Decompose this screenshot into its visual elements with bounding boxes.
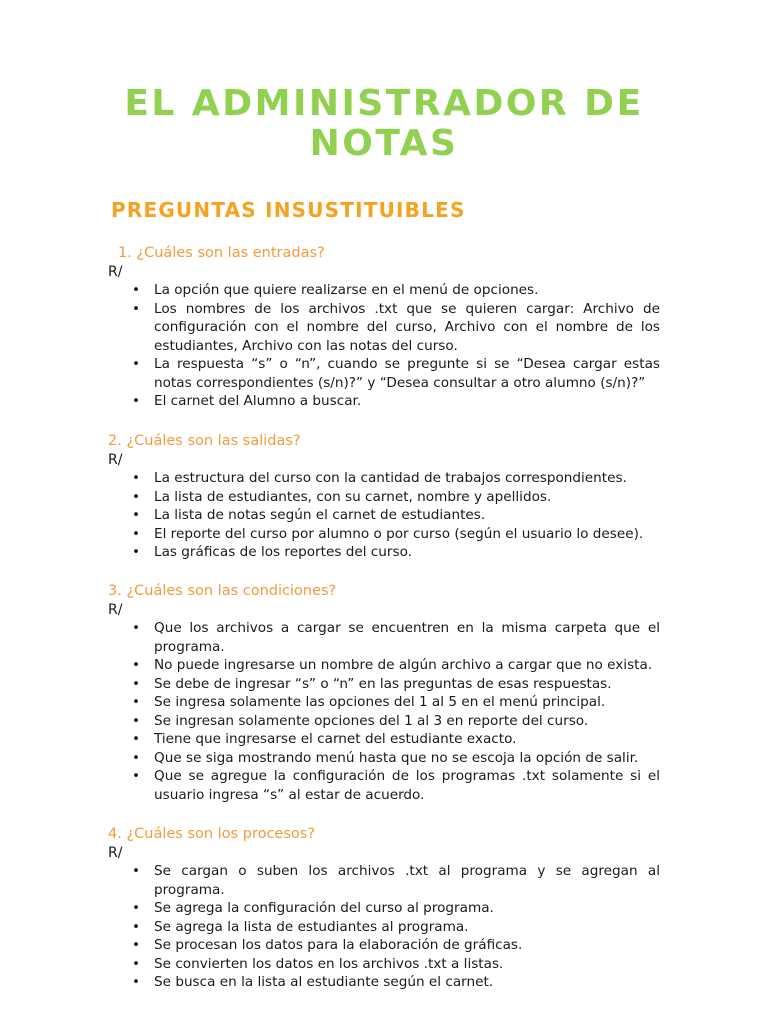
question-2 xyxy=(108,432,660,562)
list-item-text: El carnet del Alumno a buscar. xyxy=(154,393,362,409)
list-item xyxy=(108,730,660,749)
list-item xyxy=(108,525,660,544)
bullet-icon: • xyxy=(131,507,141,523)
list-item xyxy=(108,712,660,731)
list-item xyxy=(108,749,660,768)
bullet-icon: • xyxy=(131,657,141,673)
list-item-text: La opción que quiere realizarse en el menú de opciones. xyxy=(154,282,539,298)
list-item-text: No puede ingresarse un nombre de algún archivo a cargar que no exista. xyxy=(154,657,653,673)
answer-label: R/ xyxy=(108,264,123,280)
list-item xyxy=(108,506,660,525)
bullet-icon: • xyxy=(131,675,141,692)
question-4 xyxy=(108,825,660,992)
question-4-title: 4. ¿Cuáles son los procesos? xyxy=(108,826,316,842)
bullet-icon: • xyxy=(131,768,141,784)
list-item xyxy=(108,355,660,392)
bullet-icon: • xyxy=(131,749,141,766)
bullet-icon: • xyxy=(131,955,141,972)
bullet-icon: • xyxy=(131,525,141,542)
bullet-icon: • xyxy=(131,731,141,747)
list-item xyxy=(108,973,660,992)
list-item xyxy=(108,392,660,411)
list-item-text: Se convierten los datos en los archivos .txt a listas. xyxy=(154,955,504,972)
list-item xyxy=(108,656,660,675)
bullet-icon: • xyxy=(131,488,141,505)
list-item-text: Se busca en la lista al estudiante según el carnet. xyxy=(154,974,494,990)
list-item-text: Las gráficas de los reportes del curso. xyxy=(154,544,412,560)
bullet-icon: • xyxy=(131,918,141,935)
list-item xyxy=(108,862,660,899)
list-item-text: Se agrega la lista de estudiantes al programa. xyxy=(154,918,469,935)
list-item xyxy=(108,543,660,562)
bullet-icon: • xyxy=(131,974,141,990)
question-2-title: 2. ¿Cuáles son las salidas? xyxy=(108,433,301,449)
list-item-text: Se procesan los datos para la elaboración de gráficas. xyxy=(154,937,523,953)
document-title xyxy=(110,84,658,164)
question-2-list xyxy=(108,469,660,562)
question-1 xyxy=(108,244,660,411)
bullet-icon: • xyxy=(131,393,141,409)
bullet-icon: • xyxy=(131,620,141,636)
section-heading: PREGUNTAS INSUSTITUIBLES xyxy=(111,198,466,222)
list-item xyxy=(108,281,660,300)
list-item xyxy=(108,767,660,804)
list-item-text: Que se agregue la configuración de los programas .txt solamente si el usuario ingresa “s” al estar de acuerdo. xyxy=(154,768,660,803)
list-item xyxy=(108,300,660,356)
list-item-text: La lista de notas según el carnet de estudiantes. xyxy=(154,507,486,523)
question-4-list xyxy=(108,862,660,992)
list-item-text: Se cargan o suben los archivos .txt al programa y se agregan al programa. xyxy=(154,863,660,898)
list-item-text: Los nombres de los archivos .txt que se quieren cargar: Archivo de configuración con el nombre del curso, Archivo con el nombre de los estudiantes, Archivo con las notas del curso. xyxy=(154,300,660,354)
bullet-icon: • xyxy=(131,712,141,729)
question-1-title: 1. ¿Cuáles son las entradas? xyxy=(118,245,325,261)
bullet-icon: • xyxy=(131,863,141,879)
list-item xyxy=(108,675,660,694)
bullet-icon: • xyxy=(131,900,141,916)
list-item xyxy=(108,693,660,712)
list-item-text: Se agrega la configuración del curso al programa. xyxy=(154,900,494,916)
list-item-text: La respuesta “s” o “n”, cuando se pregunte si se “Desea cargar estas notas correspondientes (s/n)?” y “Desea consultar a otro alumno (s/n)?” xyxy=(154,356,660,391)
list-item-text: Tiene que ingresarse el carnet del estudiante exacto. xyxy=(154,731,517,747)
list-item-text: Se ingresan solamente opciones del 1 al 3 en reporte del curso. xyxy=(154,712,589,729)
question-3 xyxy=(108,582,660,804)
bullet-icon: • xyxy=(131,694,141,710)
answer-label: R/ xyxy=(108,845,123,861)
document-title-line-1: EL ADMINISTRADOR DE xyxy=(124,83,644,124)
answer-label: R/ xyxy=(108,602,123,618)
list-item xyxy=(108,936,660,955)
list-item xyxy=(108,469,660,488)
bullet-icon: • xyxy=(131,937,141,953)
list-item xyxy=(108,619,660,656)
list-item-text: Que se siga mostrando menú hasta que no se escoja la opción de salir. xyxy=(154,749,639,766)
list-item-text: La estructura del curso con la cantidad de trabajos correspondientes. xyxy=(154,470,627,486)
document-title-line-2: NOTAS xyxy=(309,123,459,164)
list-item-text: Se debe de ingresar “s” o “n” en las preguntas de esas respuestas. xyxy=(154,675,612,692)
question-3-list xyxy=(108,619,660,804)
answer-label: R/ xyxy=(108,452,123,468)
list-item-text: Que los archivos a cargar se encuentren en la misma carpeta que el programa. xyxy=(154,620,660,655)
question-3-title: 3. ¿Cuáles son las condiciones? xyxy=(108,583,337,599)
bullet-icon: • xyxy=(131,282,141,298)
list-item xyxy=(108,918,660,937)
list-item xyxy=(108,955,660,974)
list-item xyxy=(108,488,660,507)
bullet-icon: • xyxy=(131,470,141,486)
bullet-icon: • xyxy=(131,356,141,372)
list-item-text: La lista de estudiantes, con su carnet, nombre y apellidos. xyxy=(154,488,552,505)
bullet-icon: • xyxy=(131,300,141,317)
question-1-list xyxy=(108,281,660,411)
list-item-text: Se ingresa solamente las opciones del 1 al 5 en el menú principal. xyxy=(154,694,606,710)
list-item xyxy=(108,899,660,918)
bullet-icon: • xyxy=(131,544,141,560)
list-item-text: El reporte del curso por alumno o por curso (según el usuario lo desee). xyxy=(154,525,644,542)
